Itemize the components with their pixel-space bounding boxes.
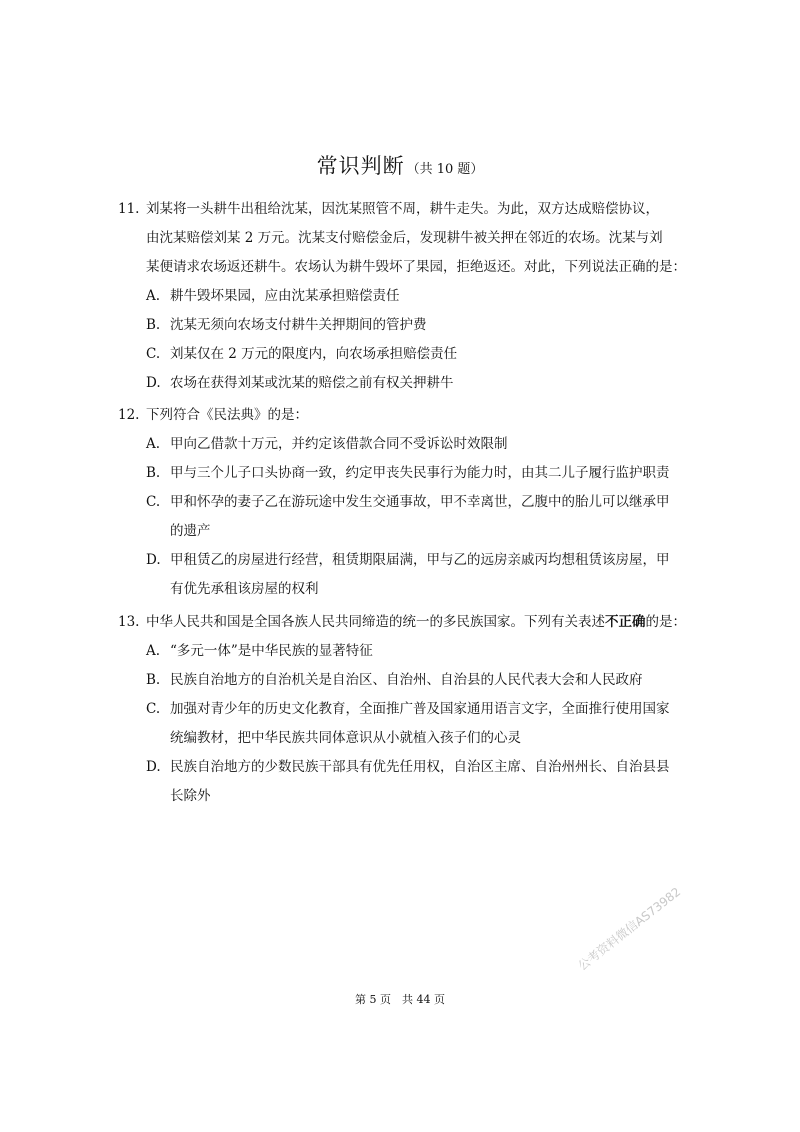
option-text: 甲和怀孕的妻子乙在游玩途中发生交通事故，甲不幸离世，乙腹中的胎儿可以继承甲 [170,494,670,510]
stem-emphasis: 不正确 [605,614,646,630]
stem-text: 中华人民共和国是全国各族人民共同缔造的统一的多民族国家。下列有关表述 [146,614,605,630]
stem-line: 由沈某赔偿刘某 2 万元。沈某支付赔偿金后，发现耕牛被关押在邻近的农场。沈某与刘 [146,230,663,246]
stem-line: 某便请求农场返还耕牛。农场认为耕牛毁坏了果园，拒绝返还。对此，下列说法正确的是： [146,259,686,275]
option-text: 甲与三个儿子口头协商一致，约定甲丧失民事行为能力时，由其二儿子履行监护职责 [170,465,670,481]
section-title-main: 常识判断 [316,154,405,178]
option-d [118,546,693,604]
option-text: 民族自治地方的自治机关是自治区、自治州、自治县的人民代表大会和人民政府 [170,672,643,688]
option-letter: B. [146,465,161,481]
option-letter: C. [146,346,161,362]
option-letter: D. [146,552,161,568]
option-text: 加强对青少年的历史文化教育，全面推广普及国家通用语言文字，全面推行使用国家 [170,701,670,717]
stem-line: 下列符合《民法典》的是： [146,407,308,423]
page-footer: 第 5 页 共 44 页 [355,993,445,1006]
stem-text-end: 的是： [645,614,686,630]
option-text-continued: 的遗产 [170,523,211,539]
question-11 [118,195,693,398]
option-text: 刘某仅在 2 万元的限度内，向农场承担赔偿责任 [170,346,458,362]
question-number: 12. [118,407,140,423]
option-c [118,695,693,753]
question-13 [118,608,693,811]
stem-line: 刘某将一头耕牛出租给沈某，因沈某照管不周，耕牛走失。为此，双方达成赔偿协议， [146,201,659,217]
option-text-continued: 有优先承租该房屋的权利 [170,581,319,597]
option-letter: B. [146,317,161,333]
option-b [118,459,693,488]
option-text: 农场在获得刘某或沈某的赔偿之前有权关押耕牛 [170,375,454,391]
question-number: 13. [118,614,140,630]
question-stem [118,401,693,430]
option-letter: D. [146,375,161,391]
option-letter: A. [146,436,161,452]
option-d [118,369,693,398]
option-b [118,311,693,340]
option-letter: C. [146,494,161,510]
option-letter: B. [146,672,161,688]
option-text: 民族自治地方的少数民族干部具有优先任用权，自治区主席、自治州州长、自治县县 [170,759,670,775]
option-text-continued: 统编教材，把中华民族共同体意识从小就植入孩子们的心灵 [170,730,521,746]
option-d [118,753,693,811]
option-text: 沈某无须向农场支付耕牛关押期间的管护费 [170,317,427,333]
option-c [118,340,693,369]
option-letter: A. [146,288,161,304]
section-title-count: （共 10 题） [406,162,484,177]
option-text: 甲租赁乙的房屋进行经营，租赁期限届满，甲与乙的远房亲戚丙均想租赁该房屋，甲 [170,552,670,568]
option-letter: A. [146,643,161,659]
option-a [118,637,693,666]
option-text-continued: 长除外 [170,788,211,804]
option-text: 甲向乙借款十万元，并约定该借款合同不受诉讼时效限制 [170,436,508,452]
option-b [118,666,693,695]
option-text: “多元一体”是中华民族的显著特征 [170,643,373,659]
option-text: 耕牛毁坏果园，应由沈某承担赔偿责任 [170,288,400,304]
question-stem [118,195,693,282]
question-12 [118,401,693,604]
option-letter: D. [146,759,161,775]
question-number: 11. [118,201,140,217]
option-letter: C. [146,701,161,717]
option-a [118,430,693,459]
watermark: 公考资料微信AS73982 [575,884,684,974]
option-c [118,488,693,546]
question-stem [118,608,693,637]
section-title [0,150,800,180]
option-a [118,282,693,311]
